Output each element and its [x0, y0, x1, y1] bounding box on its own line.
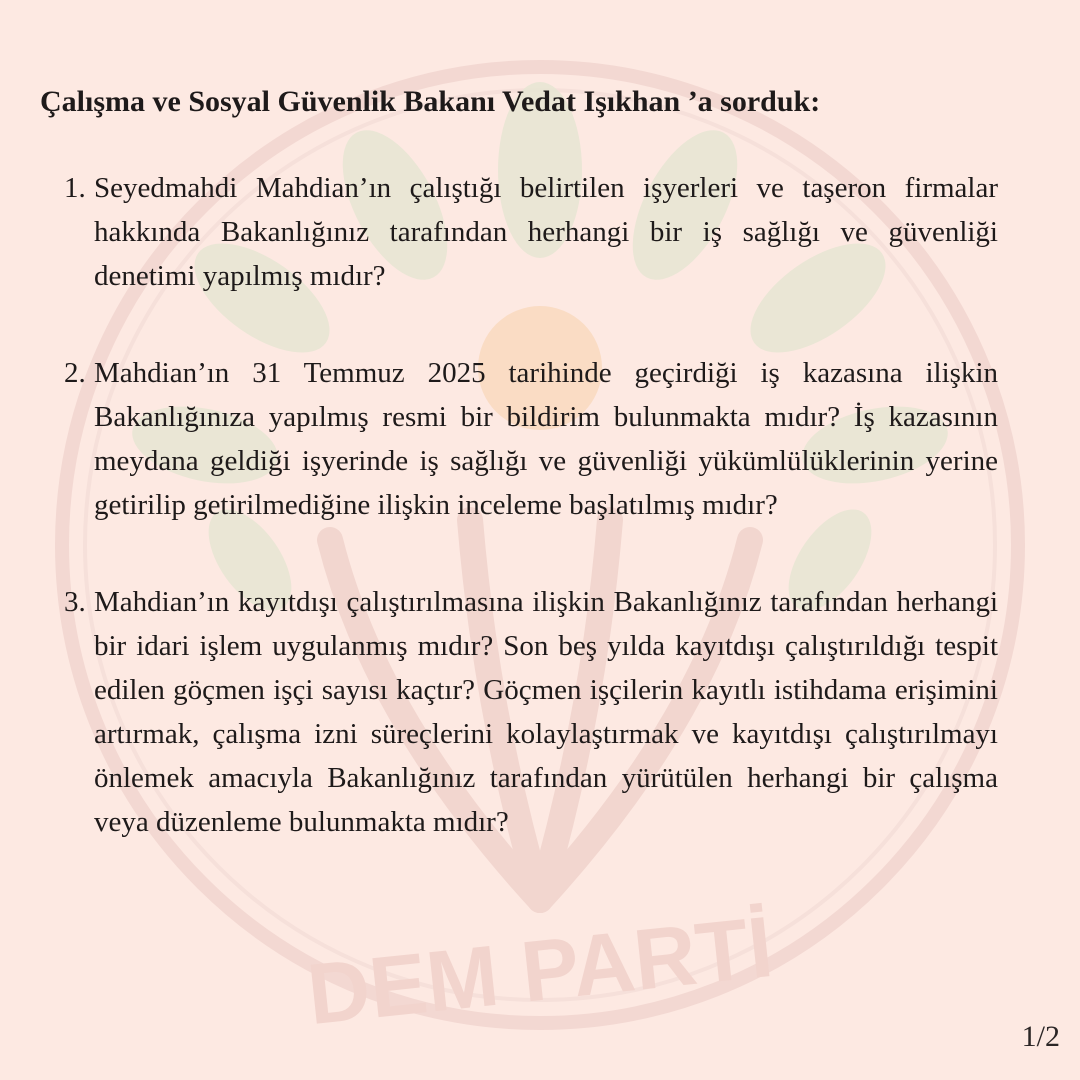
question-text: Seyedmahdi Mahdian’ın çalıştığı belirtilen işyerleri ve taşeron firmalar hakkında Bakanlığınız tarafından herhangi bir iş sağlığı ve güvenliği denetimi yapılmış mıdır? — [94, 172, 998, 292]
page-number: 1/2 — [1021, 1020, 1060, 1053]
question-number: 1. — [64, 172, 86, 204]
question-item-1 — [60, 166, 998, 298]
question-item-2 — [60, 351, 998, 527]
question-text: Mahdian’ın 31 Temmuz 2025 tarihinde geçirdiği iş kazasına ilişkin Bakanlığınıza yapılmış resmi bir bildirim bulunmakta mıdır? İş kazasının meydana geldiği işyerinde iş sağlığı ve güvenliği yükümlülüklerinin yerine getirilip getirilmediğine ilişkin inceleme başlatılmış mıdır? — [94, 357, 998, 521]
question-number: 3. — [64, 586, 86, 618]
watermark-text: DEM PARTİ — [303, 898, 778, 1044]
question-list — [60, 166, 998, 844]
question-item-3 — [60, 580, 998, 844]
question-text: Mahdian’ın kayıtdışı çalıştırılmasına ilişkin Bakanlığınız tarafından herhangi bir idari işlem uygulanmış mıdır? Son beş yılda kayıtdışı çalıştırıldığı tespit edilen göçmen işçi sayısı kaçtır? Göçmen işçilerin kayıtlı istihdama erişimini artırmak, çalışma izni süreçlerini kolaylaştırmak ve kayıtdışı çalıştırılmayı önlemek amacıyla Bakanlığınız tarafından yürütülen herhangi bir çalışma veya düzenleme bulunmakta mıdır? — [94, 586, 998, 838]
page-heading: Çalışma ve Sosyal Güvenlik Bakanı Vedat Işıkhan ’a sorduk: — [40, 85, 821, 118]
question-number: 2. — [64, 357, 86, 389]
